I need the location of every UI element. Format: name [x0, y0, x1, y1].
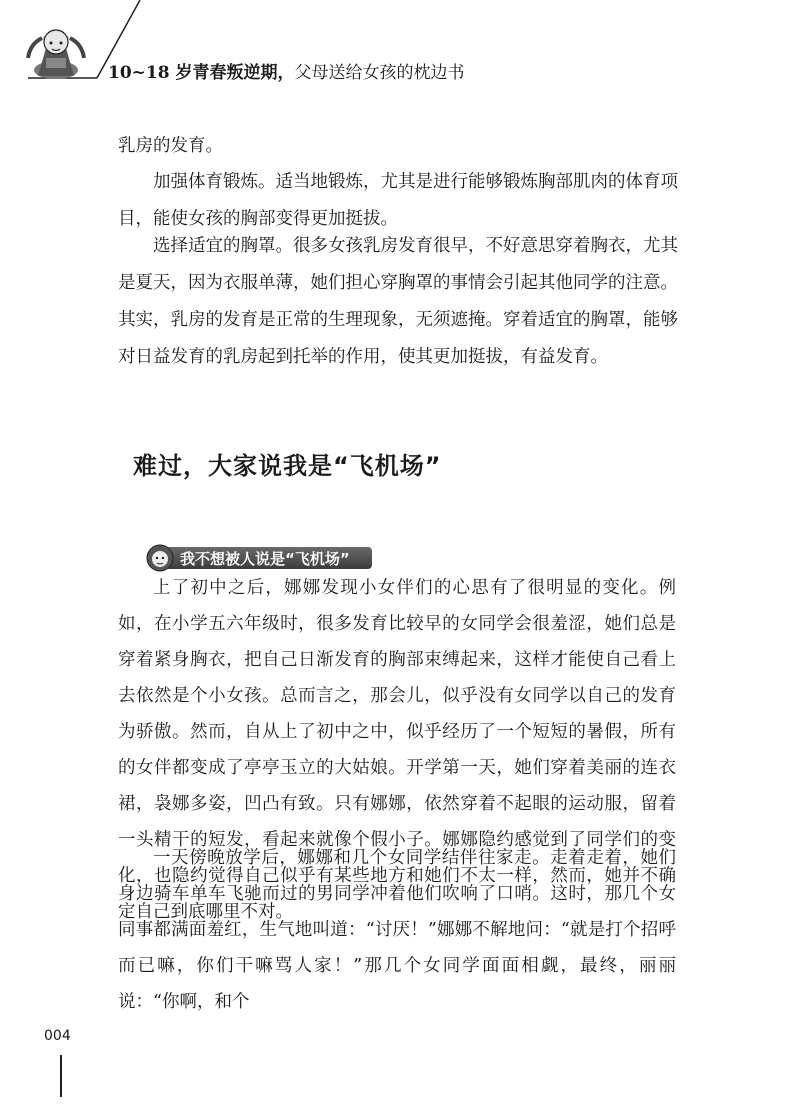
- subheading-label: 我不想被人说是“飞机场”: [180, 550, 350, 568]
- subheading-banner: [142, 542, 382, 572]
- story-paragraph-2: 一天傍晚放学后，娜娜和几个女同学结伴往家走。走着走着，她们身边骑车单车飞驰而过的男同学冲着他们吹响了口哨。这时，那几个女同事都满面羞红，生气地叫道：“讨厌！”娜娜不解地问：“就是打个招呼而已嘛，你们干嘛骂人家！”那几个女同学面面相觑，最终，丽丽说：“你啊，和个: [118, 848, 676, 1012]
- section-title: 难过，大家说我是“飞机场”: [133, 452, 442, 480]
- page-number-rule: [60, 1055, 62, 1097]
- intro-paragraph-3: 选择适宜的胸罩。很多女孩乳房发育很早，不好意思穿着胸衣，尤其是夏天，因为衣服单薄，她们担心穿胸罩的事情会引起其他同学的注意。其实，乳房的发育是正常的生理现象，无须遮掩。穿着适宜的胸罩，能够对日益发育的乳房起到托举的作用，使其更加挺拔，有益发育。: [118, 236, 678, 367]
- header-title-bold: 10~18 岁青春叛逆期，: [108, 63, 295, 83]
- intro-paragraph-2: 加强体育锻炼。适当地锻炼，尤其是进行能够锻炼胸部肌肉的体育项目，能使女孩的胸部变得更加挺拔。: [118, 172, 678, 229]
- girl-mascot-icon: [20, 18, 92, 80]
- header-title-rest: 父母送给女孩的枕边书: [294, 63, 465, 83]
- story-paragraph-1: 上了初中之后，娜娜发现小女伴们的心思有了很明显的变化。例如，在小学五六年级时，很多发育比较早的女同学会很羞涩，她们总是穿着紧身胸衣，把自己日渐发育的胸部束缚起来，这样才能使自己看上去依然是个小女孩。总而言之，那会儿，似乎没有女同学以自己的发育为骄傲。然而，自从上了初中之中，似乎经历了一个短短的暑假，所有的女伴都变成了亭亭玉立的大姑娘。开学第一天，她们穿着美丽的连衣裙，袅娜多姿，凹凸有致。只有娜娜，依然穿着不起眼的运动服，留着一头精干的短发，看起来就像个假小子。娜娜隐约感觉到了同学们的变化，也隐约觉得自己似乎有某些地方和她们不太一样，然而，她并不确定自己到底哪里不对。: [118, 578, 676, 922]
- running-header-title: [108, 58, 464, 83]
- page-number: 004: [44, 1028, 71, 1044]
- intro-paragraph-1: 乳房的发育。: [118, 136, 223, 156]
